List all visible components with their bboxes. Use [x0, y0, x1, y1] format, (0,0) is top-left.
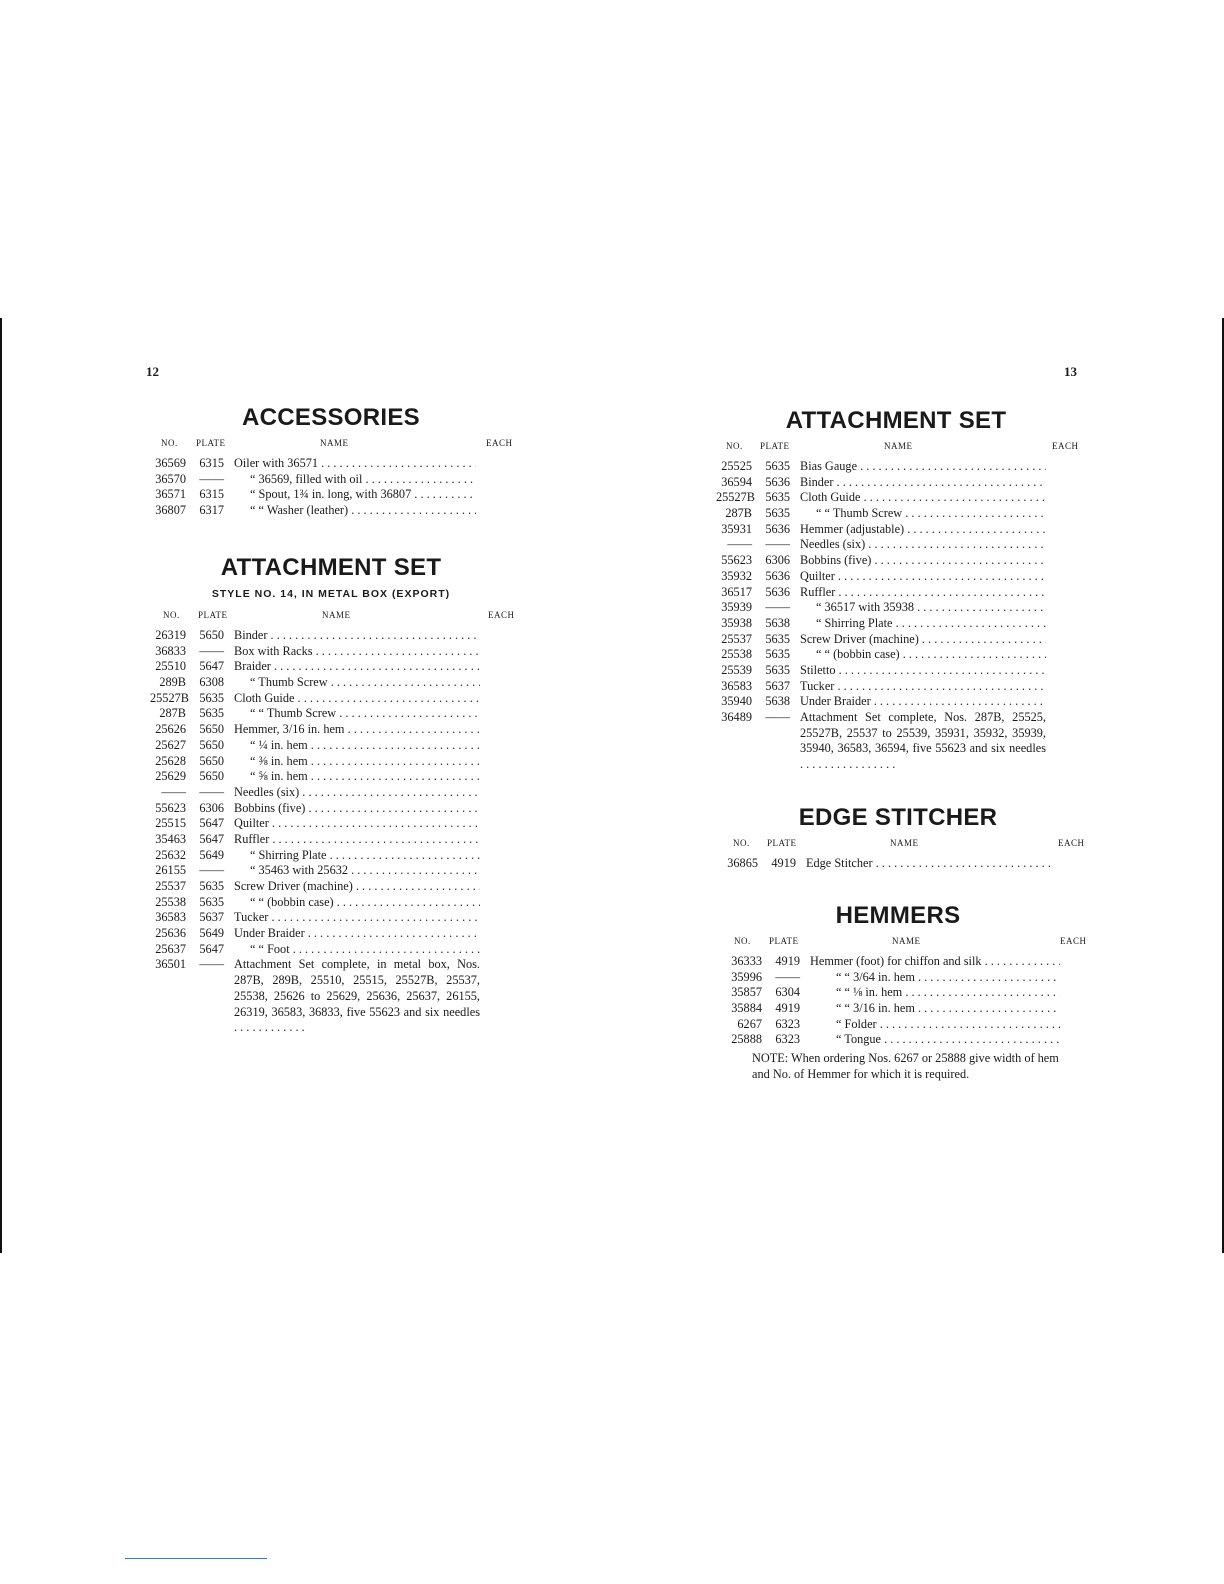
row-plate: 4919	[775, 954, 800, 968]
table-row	[150, 644, 480, 660]
row-plate: 5637	[199, 910, 224, 925]
row-plate: 4919	[775, 1001, 800, 1016]
row-name: Under Braider . . .	[800, 694, 1046, 710]
row-name: “ Folder . . .	[810, 1017, 1060, 1033]
table-row	[150, 816, 480, 832]
row-plate: 5635	[765, 459, 790, 473]
row-name: Cloth Guide . . .	[234, 691, 480, 707]
table-row	[716, 585, 1046, 601]
row-no: ——	[727, 537, 752, 552]
row-no: 26155	[155, 863, 186, 878]
row-plate: 5637	[765, 678, 790, 693]
row-plate: 6304	[775, 985, 800, 1000]
row-no: 25637	[155, 941, 186, 956]
table-row	[726, 1001, 1060, 1017]
row-no: 36569	[155, 456, 186, 470]
row-plate: ——	[199, 471, 224, 486]
table-row	[716, 506, 1046, 522]
row-name: Box with Racks . . .	[234, 644, 480, 660]
row-name: Hemmer (adjustable) . . .	[800, 522, 1046, 538]
row-plate: 6315	[199, 456, 224, 470]
row-plate: 5647	[199, 659, 224, 674]
table-row	[150, 832, 480, 848]
row-plate: ——	[775, 969, 800, 984]
table-row	[150, 754, 480, 770]
col-no: NO.	[733, 838, 750, 848]
row-no: 36571	[155, 487, 186, 502]
row-plate: ——	[199, 957, 224, 972]
col-no: NO.	[726, 441, 743, 451]
row-plate: 5636	[765, 584, 790, 599]
row-name: “ ¼ in. hem . . .	[234, 738, 480, 754]
table-row	[716, 679, 1046, 695]
attachment-set-left-rows	[150, 628, 480, 1036]
table-row	[150, 722, 480, 738]
table-row	[150, 879, 480, 895]
row-plate: 5650	[199, 722, 224, 737]
hemmers-note: NOTE: When ordering Nos. 6267 or 25888 give width of hem and No. of Hemmer for which it is required.	[752, 1051, 1059, 1082]
row-no: 25636	[155, 926, 186, 941]
row-name: “ “ Thumb Screw . . .	[234, 706, 480, 722]
row-name: Edge Stitcher . . .	[806, 856, 1054, 872]
row-no: 35939	[721, 600, 752, 615]
row-name: “ Tongue . . .	[810, 1032, 1060, 1048]
table-row	[150, 487, 476, 503]
row-plate: ——	[765, 600, 790, 615]
edge-stitcher-rows	[722, 856, 1054, 872]
row-no: 35940	[721, 694, 752, 709]
row-plate: 5638	[765, 694, 790, 709]
row-name: “ “ ⅛ in. hem . . .	[810, 985, 1060, 1001]
table-row	[716, 569, 1046, 585]
attachment-set-left-header	[150, 610, 520, 628]
table-row	[716, 600, 1046, 616]
row-plate: 5635	[199, 879, 224, 893]
row-name: “ “ Foot . . .	[234, 942, 480, 958]
row-no: 25632	[155, 847, 186, 862]
row-no: 25527B	[716, 490, 755, 505]
row-no: 35931	[721, 521, 752, 536]
table-row	[716, 694, 1046, 710]
table-row	[726, 985, 1060, 1001]
table-row	[150, 785, 480, 801]
row-name: “ Thumb Screw . . .	[234, 675, 480, 691]
row-plate: 5649	[199, 926, 224, 941]
row-name: “ “ Washer (leather) . . .	[234, 503, 476, 519]
row-plate: 6306	[765, 553, 790, 568]
row-name: Tucker . . .	[234, 910, 480, 926]
row-plate: 5650	[199, 628, 224, 642]
table-row	[726, 954, 1060, 970]
row-plate: 4919	[771, 856, 796, 870]
col-plate: PLATE	[767, 838, 797, 848]
row-no: 36333	[731, 954, 762, 968]
row-name: Screw Driver (machine) . . .	[800, 632, 1046, 648]
row-name: Binder . . .	[234, 628, 480, 644]
row-plate: ——	[765, 710, 790, 724]
row-no: 36570	[155, 471, 186, 486]
row-no: 35884	[731, 1001, 762, 1016]
table-row	[716, 663, 1046, 679]
row-name: Quilter . . .	[234, 816, 480, 832]
row-name: “ “ (bobbin case) . . .	[234, 895, 480, 911]
accessories-section	[150, 404, 520, 519]
row-name: Bobbins (five) . . .	[234, 801, 480, 817]
attachment-set-export-section	[150, 554, 520, 1036]
edge-stitcher-header	[716, 838, 1096, 856]
row-name: “ 36517 with 35938 . . .	[800, 600, 1046, 616]
bottom-underline	[125, 1558, 267, 1559]
table-row	[150, 706, 480, 722]
row-name: Cloth Guide . . .	[800, 490, 1046, 506]
hemmers-title: HEMMERS	[835, 902, 961, 929]
table-row	[150, 895, 480, 911]
row-name: Tucker . . .	[800, 679, 1046, 695]
attachment-set-right-section	[716, 407, 1096, 773]
col-each: EACH	[488, 610, 515, 620]
col-plate: PLATE	[760, 441, 790, 451]
row-no: 55623	[721, 553, 752, 568]
col-name: NAME	[892, 936, 921, 946]
row-no: 36583	[721, 678, 752, 693]
table-row	[716, 475, 1046, 491]
row-name: “ 35463 with 25632 . . .	[234, 863, 480, 879]
col-no: NO.	[163, 610, 180, 620]
row-no: 35932	[721, 568, 752, 583]
row-no: 25538	[155, 894, 186, 909]
row-no: 55623	[155, 800, 186, 815]
accessories-title: ACCESSORIES	[241, 404, 420, 431]
row-name: Hemmer (foot) for chiffon and silk . . .	[810, 954, 1060, 970]
row-name: Needles (six) . . .	[800, 537, 1046, 553]
row-no: 36865	[727, 856, 758, 870]
row-plate: 5650	[199, 737, 224, 752]
row-name: “ Shirring Plate . . .	[800, 616, 1046, 632]
row-name: Screw Driver (machine) . . .	[234, 879, 480, 895]
row-no: 36594	[721, 474, 752, 489]
table-row-complete-set	[150, 957, 480, 1036]
page-number-right: 13	[1064, 364, 1077, 379]
row-no: 287B	[159, 706, 186, 721]
table-row	[150, 675, 480, 691]
table-row	[716, 647, 1046, 663]
row-no: 25539	[721, 662, 752, 677]
row-plate: 6308	[199, 675, 224, 690]
row-plate: 5635	[765, 631, 790, 646]
row-no: 26319	[155, 628, 186, 642]
table-row	[150, 691, 480, 707]
col-each: EACH	[1060, 936, 1087, 946]
row-no: 35996	[731, 969, 762, 984]
attachment-set-subtitle: STYLE NO. 14, IN METAL BOX (EXPORT)	[211, 588, 451, 600]
table-row	[716, 632, 1046, 648]
row-name: Under Braider . . .	[234, 926, 480, 942]
row-plate: 6317	[199, 503, 224, 518]
table-row	[150, 456, 476, 472]
row-name: “ “ 3/16 in. hem . . .	[810, 1001, 1060, 1017]
row-name: “ “ (bobbin case) . . .	[800, 647, 1046, 663]
row-name: Needles (six) . . .	[234, 785, 480, 801]
col-name: NAME	[322, 610, 351, 620]
row-no: ——	[161, 784, 186, 799]
row-name: Bias Gauge . . .	[800, 459, 1046, 475]
row-name: “ “ 3/64 in. hem . . .	[810, 970, 1060, 986]
hemmers-section	[716, 902, 1096, 1082]
row-plate: 6306	[199, 800, 224, 815]
row-plate: ——	[199, 863, 224, 878]
table-row-complete-set	[716, 710, 1046, 773]
table-row	[150, 926, 480, 942]
row-name: “ Spout, 1¾ in. long, with 36807 . . .	[234, 487, 476, 503]
table-row	[150, 848, 480, 864]
col-name: NAME	[884, 441, 913, 451]
row-plate: 6315	[199, 487, 224, 502]
row-no: 25510	[155, 659, 186, 674]
table-row	[150, 863, 480, 879]
table-row	[716, 490, 1046, 506]
col-name: NAME	[890, 838, 919, 848]
row-plate: ——	[199, 643, 224, 658]
row-plate: 6323	[775, 1032, 800, 1047]
row-no: 25527B	[150, 690, 189, 705]
row-plate: 5635	[199, 690, 224, 705]
table-row	[726, 970, 1060, 986]
row-name: Ruffler . . .	[800, 585, 1046, 601]
row-plate: 5650	[199, 769, 224, 784]
row-name: Quilter . . .	[800, 569, 1046, 585]
row-plate: 6323	[775, 1016, 800, 1031]
row-no: 287B	[725, 506, 752, 521]
row-plate: 5650	[199, 753, 224, 768]
row-name: “ Shirring Plate . . .	[234, 848, 480, 864]
table-row	[726, 1017, 1060, 1033]
row-no: 36583	[155, 910, 186, 925]
attachment-set-title-right: ATTACHMENT SET	[785, 407, 1007, 434]
row-no: 25515	[155, 816, 186, 831]
table-row	[716, 522, 1046, 538]
row-no: 25628	[155, 753, 186, 768]
attachment-set-right-rows	[716, 459, 1046, 773]
row-no: 36501	[155, 957, 186, 972]
row-no: 35463	[155, 831, 186, 846]
table-row	[150, 503, 476, 519]
row-plate: 5635	[765, 647, 790, 662]
row-name: Oiler with 36571 . . .	[234, 456, 476, 472]
row-name: Ruffler . . .	[234, 832, 480, 848]
row-name: Bobbins (five) . . .	[800, 553, 1046, 569]
row-no: 36833	[155, 643, 186, 658]
accessories-rows	[150, 456, 476, 519]
row-name: Braider . . .	[234, 659, 480, 675]
table-row	[150, 910, 480, 926]
row-no: 25888	[731, 1032, 762, 1047]
row-no: 35857	[731, 985, 762, 1000]
row-no: 36517	[721, 584, 752, 599]
row-name: “ ⅝ in. hem . . .	[234, 769, 480, 785]
row-plate: 5647	[199, 831, 224, 846]
row-no: 25629	[155, 769, 186, 784]
row-plate: ——	[765, 537, 790, 552]
col-plate: PLATE	[769, 936, 799, 946]
page-number-left: 12	[146, 364, 159, 379]
hemmers-header	[716, 936, 1096, 954]
row-no: 25537	[721, 631, 752, 646]
row-no: 25537	[155, 879, 186, 893]
row-no: 25626	[155, 722, 186, 737]
attachment-set-title-left: ATTACHMENT SET	[220, 554, 442, 581]
row-plate: 5636	[765, 521, 790, 536]
col-plate: PLATE	[196, 438, 226, 448]
row-plate: 5647	[199, 816, 224, 831]
row-name: Hemmer, 3/16 in. hem . . .	[234, 722, 480, 738]
row-no: 25525	[721, 459, 752, 473]
row-plate: 5647	[199, 941, 224, 956]
col-name: NAME	[320, 438, 349, 448]
row-plate: 5636	[765, 474, 790, 489]
page-left-edge	[0, 318, 2, 1253]
row-name: Stiletto . . .	[800, 663, 1046, 679]
edge-stitcher-section	[716, 804, 1096, 872]
row-no: 25627	[155, 737, 186, 752]
row-no: 36489	[721, 710, 752, 724]
row-plate: 5636	[765, 568, 790, 583]
row-name: Attachment Set complete, in metal box, Nos. 287B, 289B, 25510, 25515, 25527B, 25537, 25538, 25626 to 25629, 25636, 25637, 26155, 26319, 36583, 36833, five 55623 and six needles . . . . . . . . . . . .	[234, 957, 480, 1035]
table-row	[150, 628, 480, 644]
row-plate: ——	[199, 784, 224, 799]
table-row	[716, 537, 1046, 553]
row-plate: 5635	[765, 506, 790, 521]
table-row	[716, 459, 1046, 475]
col-no: NO.	[161, 438, 178, 448]
row-name: “ 36569, filled with oil . . .	[234, 472, 476, 488]
table-row	[716, 616, 1046, 632]
col-plate: PLATE	[198, 610, 228, 620]
edge-stitcher-title: EDGE STITCHER	[798, 804, 998, 831]
table-row	[150, 472, 476, 488]
row-plate: 5638	[765, 615, 790, 630]
row-no: 25538	[721, 647, 752, 662]
row-name: Attachment Set complete, Nos. 287B, 25525, 25527B, 25537 to 25539, 35931, 35932, 35939, 35940, 36583, 36594, five 55623 and six needles . . . . . . . . . . . . . . . .	[800, 710, 1046, 772]
row-plate: 5635	[765, 662, 790, 677]
row-plate: 5635	[199, 894, 224, 909]
row-plate: 5649	[199, 847, 224, 862]
table-row	[150, 738, 480, 754]
table-row	[150, 659, 480, 675]
table-row	[150, 769, 480, 785]
row-name: “ “ Thumb Screw . . .	[800, 506, 1046, 522]
row-plate: 5635	[199, 706, 224, 721]
col-each: EACH	[1058, 838, 1085, 848]
attachment-set-right-header	[716, 441, 1096, 459]
row-no: 289B	[159, 675, 186, 690]
row-plate: 5635	[765, 490, 790, 505]
row-no: 6267	[737, 1016, 762, 1031]
table-row	[722, 856, 1054, 872]
row-no: 35938	[721, 615, 752, 630]
table-row	[726, 1032, 1060, 1048]
row-name: Binder . . .	[800, 475, 1046, 491]
table-row	[150, 801, 480, 817]
accessories-table-header	[150, 438, 520, 456]
hemmers-rows	[726, 954, 1060, 1048]
table-row	[716, 553, 1046, 569]
col-no: NO.	[734, 936, 751, 946]
col-each: EACH	[1052, 441, 1079, 451]
row-no: 36807	[155, 503, 186, 518]
table-row	[150, 942, 480, 958]
col-each: EACH	[486, 438, 513, 448]
row-name: “ ⅜ in. hem . . .	[234, 754, 480, 770]
